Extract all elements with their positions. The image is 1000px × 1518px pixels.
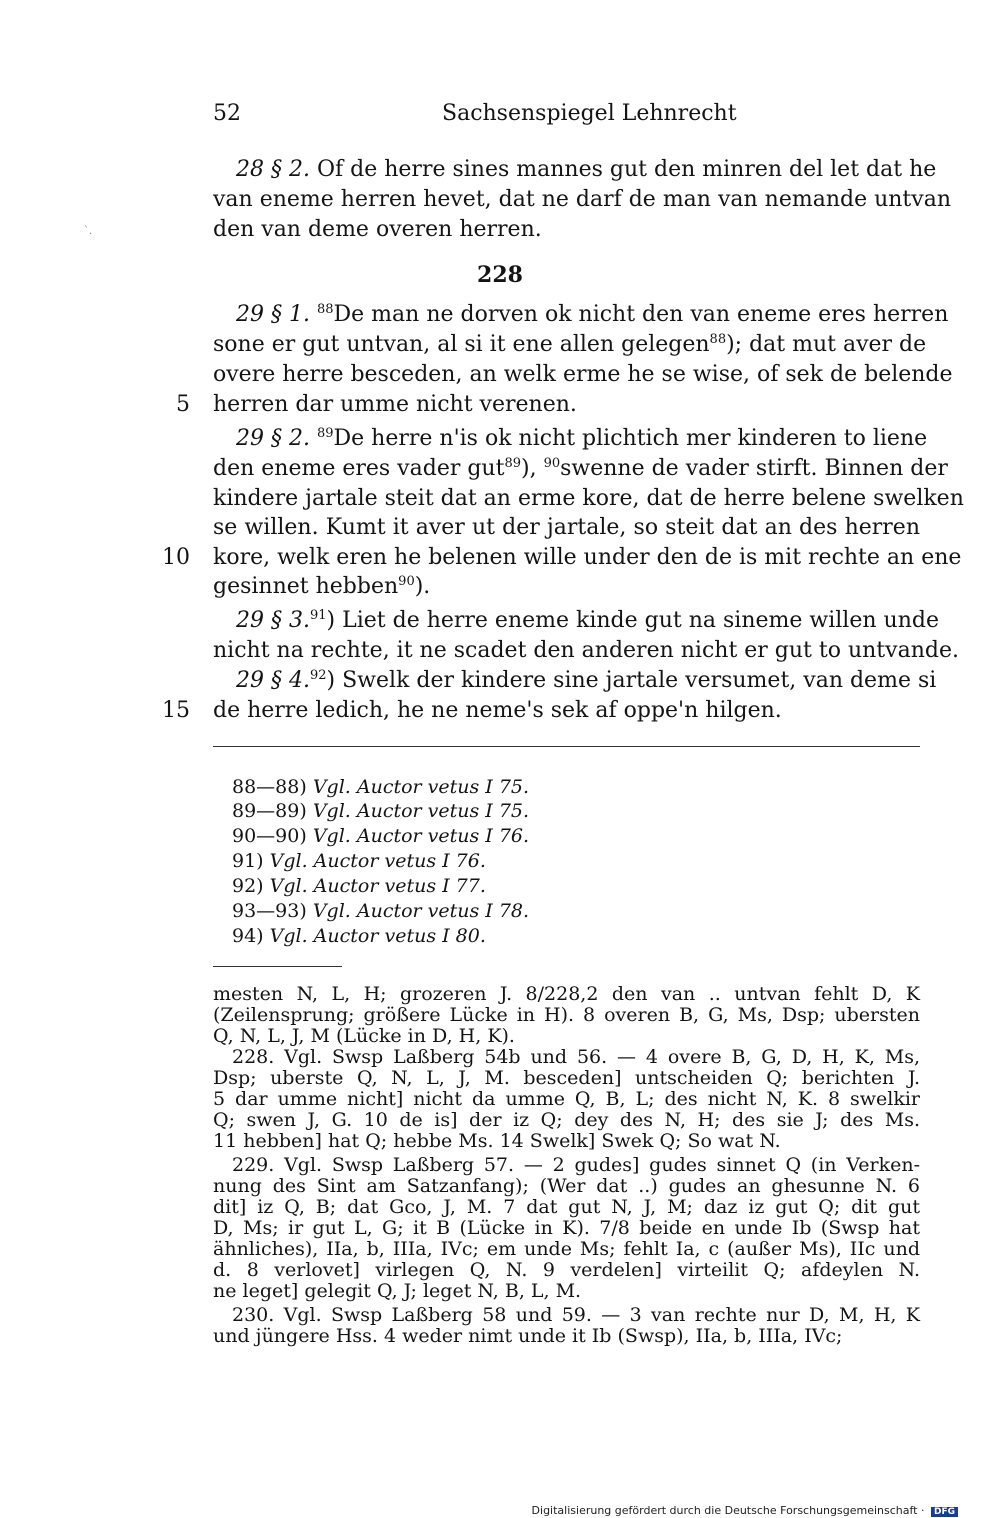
- dfg-logo: DFG: [931, 1507, 958, 1517]
- text-line: overe herre besceden, an welk erme he se wise, of sek de belende: [213, 362, 953, 387]
- apparatus-line: 229. Vgl. Swsp Laßberg 57. — 2 gudes] gudes sinnet Q (in Verken-: [232, 1154, 920, 1176]
- source-note: 94) Vgl. Auctor vetus I 80.: [232, 925, 486, 947]
- text-line: herren dar umme nicht verenen.: [213, 392, 577, 417]
- text-line: kindere jartale steit dat an erme kore, dat de herre belene swelken: [213, 486, 964, 511]
- text-line: den van deme overen herren.: [213, 217, 542, 242]
- text-line: 28 § 2. Of de herre sines mannes gut den minren del let dat he: [236, 157, 937, 182]
- apparatus-line: Q; swen J, G. 10 de is] der iz Q; dey des N, H; des sie J; des Ms.: [213, 1109, 920, 1131]
- running-title: Sachsenspiegel Lehnrecht: [442, 101, 737, 126]
- text-line: 29 § 3.91) Liet de herre eneme kinde gut na sineme willen unde: [236, 608, 939, 633]
- text-line: de herre ledich, he ne neme's sek af oppe'n hilgen.: [213, 698, 782, 723]
- apparatus-line: nung des Sint am Satzanfang); (Wer dat ..) gudes an ghesunne N. 6: [213, 1175, 920, 1197]
- text-line: se willen. Kumt it aver ut der jartale, so steit dat an des herren: [213, 515, 920, 540]
- scan-specks: ˋ.: [84, 226, 93, 237]
- text-line: sone er gut untvan, al si it ene allen gelegen$^{88}$); dat mut aver de: [213, 332, 927, 357]
- text-line: den eneme eres vader gut$^{89}$), $^{90}$swenne de vader stirft. Binnen der: [213, 456, 948, 481]
- text-line: 29 § 4.92) Swelk der kindere sine jartale versumet, van deme si: [236, 668, 937, 693]
- text-line: van eneme herren hevet, dat ne darf de man van nemande untvan: [213, 187, 951, 212]
- page-number: 52: [213, 101, 241, 126]
- apparatus-line: ne leget] gelegit Q, J; leget N, B, L, M.: [213, 1280, 582, 1302]
- text-line: 29 § 1. $^{88}$De man ne dorven ok nicht den van eneme eres herren: [236, 302, 949, 327]
- text-line: 29 § 2. $^{89}$De herre n'is ok nicht plichtich mer kinderen to liene: [236, 426, 928, 451]
- apparatus-line: Q, N, L, J, M (Lücke in D, H, K).: [213, 1025, 515, 1047]
- source-note: 92) Vgl. Auctor vetus I 77.: [232, 875, 486, 897]
- apparatus-separator: [213, 966, 342, 967]
- source-note: 89—89) Vgl. Auctor vetus I 75.: [232, 800, 530, 822]
- apparatus-line: dit] iz Q, B; dat Gco, J, M. 7 dat gut N, J, M; daz iz gut Q; dit gut: [213, 1196, 920, 1218]
- apparatus-line: (Zeilensprung; größere Lücke in H). 8 overen B, G, Ms, Dsp; ubersten: [213, 1004, 920, 1026]
- apparatus-line: 228. Vgl. Swsp Laßberg 54b und 56. — 4 overe B, G, D, H, K, Ms,: [232, 1046, 920, 1068]
- source-note: 88—88) Vgl. Auctor vetus I 75.: [232, 776, 530, 798]
- footer-credit: Digitalisierung gefördert durch die Deutsche Forschungsgemeinschaft · DFG: [532, 1504, 958, 1517]
- apparatus-line: Dsp; uberste Q, N, L, J, M. besceden] untscheiden Q; berichten J.: [213, 1067, 920, 1089]
- text-line: kore, welk eren he belenen wille under den de is mit rechte an ene: [213, 545, 962, 570]
- line-number: 15: [162, 698, 190, 723]
- apparatus-line: 230. Vgl. Swsp Laßberg 58 und 59. — 3 van rechte nur D, M, H, K: [232, 1304, 920, 1326]
- text-line: nicht na rechte, it ne scadet den anderen nicht er gut to untvande.: [213, 638, 959, 663]
- source-note: 91) Vgl. Auctor vetus I 76.: [232, 850, 486, 872]
- line-number: 5: [176, 392, 190, 417]
- apparatus-line: ähnliches), IIa, b, IIIa, IVc; em unde Ms; fehlt Ia, c (außer Ms), IIc und: [213, 1238, 920, 1260]
- apparatus-line: d. 8 verlovet] virlegen Q, N. 9 verdelen] virteilit Q; afdeylen N.: [213, 1259, 920, 1281]
- apparatus-line: D, Ms; ir gut L, G; it B (Lücke in K). 7/8 beide en unde Ib (Swsp hat: [213, 1217, 920, 1239]
- source-note: 93—93) Vgl. Auctor vetus I 78.: [232, 900, 530, 922]
- apparatus-line: 11 hebben] hat Q; hebbe Ms. 14 Swelk] Swek Q; So wat N.: [213, 1130, 781, 1152]
- apparatus-line: und jüngere Hss. 4 weder nimt unde it Ib (Swsp), IIa, b, IIIa, IVc;: [213, 1325, 843, 1347]
- line-number: 10: [162, 545, 190, 570]
- apparatus-line: 5 dar umme nicht] nicht da umme Q, B, L; des nicht N, K. 8 swelkir: [213, 1088, 920, 1110]
- section-number: 228: [477, 262, 523, 288]
- text-line: gesinnet hebben$^{90}$).: [213, 574, 431, 599]
- footnote-separator: [213, 746, 920, 747]
- source-note: 90—90) Vgl. Auctor vetus I 76.: [232, 825, 530, 847]
- apparatus-line: mesten N, L, H; grozeren J. 8/228,2 den van .. untvan fehlt D, K: [213, 983, 920, 1005]
